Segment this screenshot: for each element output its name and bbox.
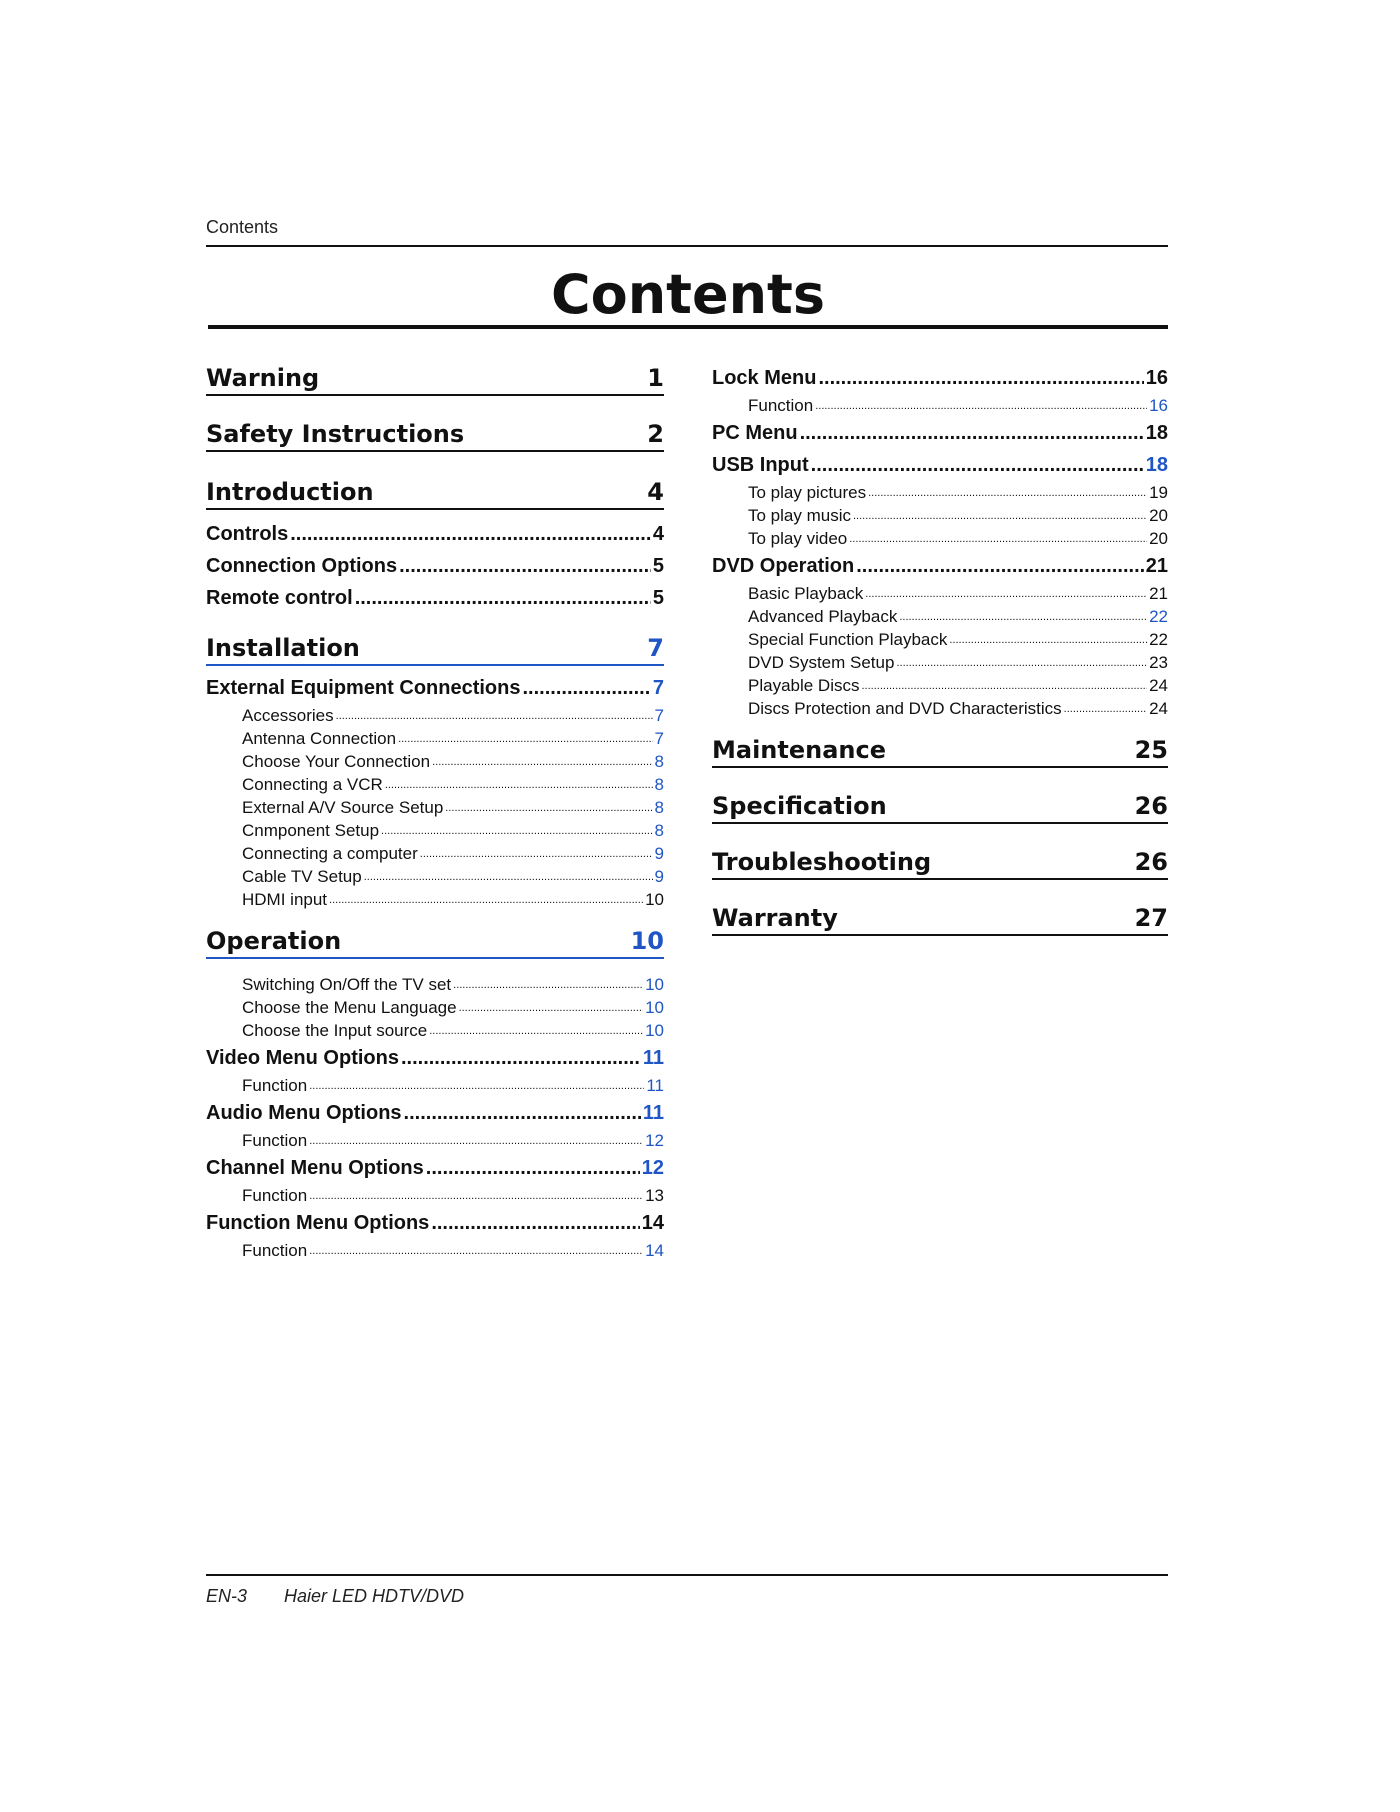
toc-sub-advanced-playback[interactable] [712,605,1168,628]
sub-label: Playable Discs [748,675,860,695]
toc-sub-vcr[interactable] [206,773,664,796]
dot-leader [309,1245,643,1257]
dot-leader [309,1080,644,1092]
toc-sub-antenna[interactable] [206,727,664,750]
chapter-page: 26 [1134,848,1168,876]
dot-leader [818,367,1143,390]
chapter-page: 26 [1134,792,1168,820]
dot-leader [899,611,1147,623]
dot-leader [445,802,652,814]
chapter-label: Introduction [206,478,374,506]
toc-sub-dvd-setup[interactable] [712,651,1168,674]
dot-leader [862,680,1148,692]
chapter-page: 7 [647,634,664,662]
dot-leader [329,894,643,906]
sub-label: Switching On/Off the TV set [242,974,452,994]
dot-leader [290,523,651,546]
section-page: 18 [1145,421,1168,444]
sub-page: 7 [654,705,664,725]
dot-leader [420,848,653,860]
dot-leader [459,1002,644,1014]
dot-leader [868,487,1147,499]
toc-sub-basic-playback[interactable] [712,582,1168,605]
toc-sub-choose-connection[interactable] [206,750,664,773]
chapter-page: 4 [647,478,664,506]
toc-section-pc-menu[interactable] [712,417,1168,449]
sub-label: To play pictures [748,482,867,502]
dot-leader [336,710,653,722]
toc-sub-accessories[interactable] [206,704,664,727]
toc-section-controls[interactable] [206,518,664,550]
sub-page: 20 [1149,505,1168,525]
sub-page: 24 [1149,698,1168,718]
dot-leader [856,555,1144,578]
footer-page-label: EN-3 [206,1586,248,1606]
section-page: 18 [1145,453,1168,476]
dot-leader [453,979,643,991]
section-page: 16 [1145,366,1168,389]
dot-leader [431,1212,639,1235]
chapter-page: 1 [647,364,664,392]
section-label: Controls [206,522,289,545]
sub-page: 22 [1149,606,1168,626]
sub-page: 19 [1149,482,1168,502]
section-page: 11 [642,1046,664,1069]
dot-leader [865,588,1147,600]
toc-sub-channel-function[interactable] [206,1184,664,1207]
toc-chapter-warning[interactable] [206,362,664,396]
section-page: 5 [652,554,664,577]
toc-sub-music[interactable] [712,504,1168,527]
section-label: Remote control [206,586,353,609]
section-label: Video Menu Options [206,1046,399,1069]
sub-label: Advanced Playback [748,606,898,626]
toc-sub-discs-protection[interactable] [712,697,1168,720]
chapter-label: Installation [206,634,360,662]
toc-chapter-warranty[interactable] [712,902,1168,936]
toc-sub-video[interactable] [712,527,1168,550]
section-page: 14 [641,1211,664,1234]
toc-sub-hdmi[interactable] [206,888,664,911]
dot-leader [404,1102,641,1125]
toc-section-video-menu[interactable] [206,1042,664,1074]
toc-section-connection-options[interactable] [206,550,664,582]
sub-label: Function [242,1130,308,1150]
sub-label: Discs Protection and DVD Characteristics [748,698,1062,718]
sub-page: 21 [1149,583,1168,603]
toc-sub-special-playback[interactable] [712,628,1168,651]
dot-leader [355,587,651,610]
sub-page: 13 [645,1185,664,1205]
sub-label: Function [242,1185,308,1205]
sub-page: 20 [1149,528,1168,548]
sub-label: Accessories [242,705,334,725]
sub-page: 8 [654,797,664,817]
footer-rule [206,1574,1168,1576]
dot-leader [815,400,1147,412]
dot-leader [426,1157,640,1180]
section-page: 11 [642,1101,664,1124]
chapter-page: 2 [647,420,664,448]
toc-section-audio-menu[interactable] [206,1097,664,1129]
toc-section-lock-menu[interactable] [712,362,1168,394]
chapter-label: Warning [206,364,320,392]
dot-leader [399,555,651,578]
section-label: Audio Menu Options [206,1101,402,1124]
dot-leader [429,1025,643,1037]
chapter-label: Troubleshooting [712,848,932,876]
toc-chapter-troubleshooting[interactable] [712,846,1168,880]
toc-chapter-introduction[interactable] [206,476,664,510]
dot-leader [853,510,1147,522]
header-rule [206,245,1168,247]
toc-chapter-specification[interactable] [712,790,1168,824]
toc-sub-av-source[interactable] [206,796,664,819]
sub-label: DVD System Setup [748,652,895,672]
toc-sub-cable-tv[interactable] [206,865,664,888]
sub-label: Choose Your Connection [242,751,431,771]
sub-page: 10 [645,889,664,909]
sub-page: 10 [645,1020,664,1040]
section-label: Channel Menu Options [206,1156,424,1179]
sub-page: 10 [645,997,664,1017]
sub-page: 8 [654,820,664,840]
dot-leader [949,634,1147,646]
sub-label: Cable TV Setup [242,866,362,886]
dot-leader [398,733,652,745]
toc-section-dvd-operation[interactable] [712,550,1168,582]
toc-right-column [712,362,1168,936]
chapter-label: Safety Instructions [206,420,465,448]
sub-page: 23 [1149,652,1168,672]
dot-leader [522,677,650,700]
dot-leader [309,1135,643,1147]
toc-sub-playable-discs[interactable] [712,674,1168,697]
sub-page: 10 [645,974,664,994]
dot-leader [1064,703,1147,715]
dot-leader [432,756,652,768]
section-page: 7 [652,676,664,699]
section-label: PC Menu [712,421,798,444]
section-label: Connection Options [206,554,398,577]
toc-sub-menu-language[interactable] [206,996,664,1019]
chapter-label: Maintenance [712,736,887,764]
section-page: 12 [641,1156,664,1179]
chapter-label: Specification [712,792,887,820]
chapter-page: 25 [1134,736,1168,764]
sub-page: 7 [654,728,664,748]
title-rule [208,325,1168,329]
sub-label: Antenna Connection [242,728,397,748]
dot-leader [309,1190,643,1202]
sub-page: 14 [645,1240,664,1260]
sub-label: Cnmponent Setup [242,820,380,840]
toc-section-channel-menu[interactable] [206,1152,664,1184]
toc-section-function-menu[interactable] [206,1207,664,1239]
toc-sub-pictures[interactable] [712,481,1168,504]
sub-page: 24 [1149,675,1168,695]
chapter-page: 27 [1134,904,1168,932]
section-label: Lock Menu [712,366,817,389]
sub-label: HDMI input [242,889,328,909]
footer-product: Haier LED HDTV/DVD [284,1586,465,1606]
section-label: Function Menu Options [206,1211,430,1234]
sub-label: Function [242,1240,308,1260]
sub-page: 11 [646,1075,664,1095]
dot-leader [811,454,1144,477]
toc-sub-function-function[interactable] [206,1239,664,1262]
sub-page: 16 [1149,395,1168,415]
sub-page: 8 [654,751,664,771]
sub-label: Choose the Input source [242,1020,428,1040]
sub-label: To play video [748,528,848,548]
section-page: 21 [1145,554,1168,577]
toc-section-usb-input[interactable] [712,449,1168,481]
running-head: Contents [206,217,279,237]
chapter-label: Operation [206,927,342,955]
toc-sub-component[interactable] [206,819,664,842]
toc-section-remote-control[interactable] [206,582,664,614]
sub-label: Choose the Menu Language [242,997,457,1017]
section-label: DVD Operation [712,554,855,577]
sub-page: 8 [654,774,664,794]
dot-leader [381,825,652,837]
toc-chapter-safety[interactable] [206,418,664,452]
dot-leader [849,533,1147,545]
sub-label: Function [748,395,814,415]
toc-chapter-maintenance[interactable] [712,734,1168,768]
sub-page: 12 [645,1130,664,1150]
toc-sub-video-function[interactable] [206,1074,664,1097]
sub-label: Special Function Playback [748,629,948,649]
sub-page: 22 [1149,629,1168,649]
sub-label: External A/V Source Setup [242,797,444,817]
sub-label: Basic Playback [748,583,864,603]
page-title: Contents [550,263,825,326]
sub-label: Connecting a VCR [242,774,383,794]
sub-label: To play music [748,505,851,525]
dot-leader [364,871,653,883]
chapter-label: Warranty [712,904,838,932]
toc-sub-switching[interactable] [206,973,664,996]
chapter-page: 10 [630,927,664,955]
toc-sub-lock-function[interactable] [712,394,1168,417]
toc-left-column [206,362,664,1262]
toc-sub-computer[interactable] [206,842,664,865]
toc-section-external-equipment[interactable] [206,672,664,704]
sub-page: 9 [654,866,664,886]
dot-leader [401,1047,641,1070]
sub-label: Connecting a computer [242,843,418,863]
toc-sub-input-source[interactable] [206,1019,664,1042]
sub-label: Function [242,1075,308,1095]
dot-leader [385,779,653,791]
section-page: 5 [652,586,664,609]
sub-page: 9 [654,843,664,863]
section-page: 4 [652,522,664,545]
toc-chapter-operation[interactable] [206,925,664,959]
section-label: USB Input [712,453,809,476]
dot-leader [896,657,1147,669]
toc-sub-audio-function[interactable] [206,1129,664,1152]
dot-leader [800,422,1144,445]
section-label: External Equipment Connections [206,676,521,699]
toc-chapter-installation[interactable] [206,632,664,666]
